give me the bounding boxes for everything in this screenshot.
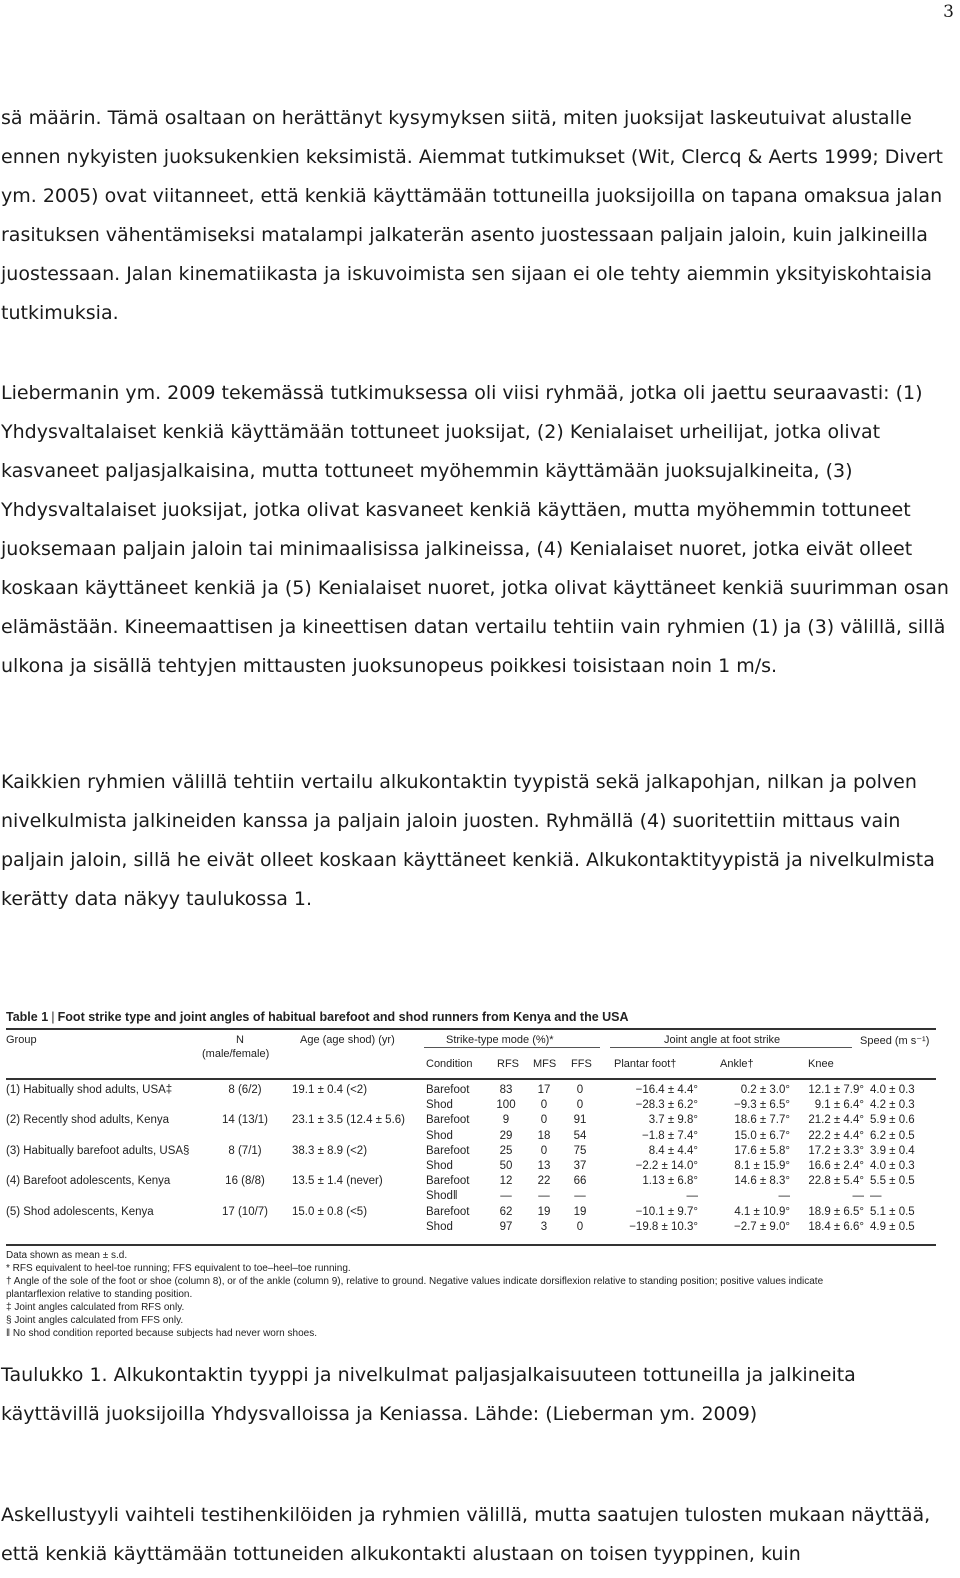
row-speed: 3.9 ± 0.4 <box>870 1144 915 1157</box>
row-ffs: 54 <box>573 1129 587 1142</box>
table-note: * RFS equivalent to heel-toe running; FFS equivalent to toe–heel–toe running. <box>6 1263 351 1274</box>
row-plantar: −1.8 ± 7.4° <box>642 1129 698 1142</box>
row-ffs: 0 <box>576 1220 584 1233</box>
row-plantar: −28.3 ± 6.2° <box>635 1099 698 1112</box>
table-caption: Taulukko 1. Alkukontaktin tyyppi ja nivelkulmat paljasjalkaisuuteen tottuneilla ja jalkineita käyttävillä juoksijoilla Yhdysvalloissa ja Keniassa. Lähde: (Lieberman ym. 2009) <box>1 1364 856 1425</box>
row-ffs: 0 <box>576 1084 584 1096</box>
row-speed: 4.9 ± 0.5 <box>870 1220 915 1233</box>
group-name: (1) Habitually shod adults, USA‡ <box>6 1084 173 1096</box>
row-rfs: 100 <box>496 1099 516 1112</box>
table-body <box>6 1080 936 1246</box>
row-mfs: — <box>538 1190 550 1203</box>
table-note: plantarflexion relative to standing position. <box>6 1289 193 1300</box>
row-mfs: 13 <box>537 1160 551 1172</box>
row-condition: Barefoot <box>426 1144 470 1157</box>
row-condition: Shod <box>426 1160 453 1172</box>
row-plantar: 1.13 ± 6.8° <box>642 1175 698 1188</box>
row-knee: 22.2 ± 4.4° <box>808 1129 864 1142</box>
row-speed: 5.5 ± 0.5 <box>870 1175 915 1188</box>
row-plantar: −2.2 ± 14.0° <box>635 1160 698 1172</box>
group-age: 19.1 ± 0.4 (<2) <box>292 1084 368 1096</box>
row-knee: 16.6 ± 2.4° <box>808 1160 864 1172</box>
row-ankle: −9.3 ± 6.5° <box>734 1099 790 1112</box>
group-n: 14 (13/1) <box>221 1114 269 1127</box>
row-knee: 9.1 ± 6.4° <box>814 1099 864 1112</box>
strike-mode-rule <box>424 1047 600 1048</box>
row-ankle: 4.1 ± 10.9° <box>734 1205 790 1218</box>
row-condition: Shod <box>426 1129 453 1142</box>
row-ankle: — <box>778 1190 790 1203</box>
row-speed: 4.2 ± 0.3 <box>870 1099 915 1112</box>
body-paragraph-3: Kaikkien ryhmien välillä tehtiin vertailu alkukontaktin tyypistä sekä jalkapohjan, nilkan ja polven nivelkulmista jalkineiden kanssa ja paljain jaloin juosten. Ryhmällä (4) suoritettiin mittaus vain paljain jaloin, sillä he eivät olleet koskaan käyttäneet kenkiä. Alkukontaktityypistä ja nivelkulmista kerätty data näkyy taulukossa 1. <box>1 771 935 910</box>
row-rfs: 25 <box>499 1144 513 1157</box>
row-rfs: 83 <box>499 1084 513 1096</box>
body-paragraph-1: sä määrin. Tämä osaltaan on herättänyt kysymyksen siitä, miten juoksijat laskeutuivat alustalle ennen nykyisten juoksukenkien keksimistä. Aiemmat tutkimukset (Wit, Clercq & Aerts 1999; Divert ym. 2005) ovat viitanneet, että kenkiä käyttämään tottuneilla juoksijoilla on tapana omaksua jalan rasituksen vähentämiseksi matalampi jalkaterän asento juostessaan paljain jaloin, kuin jalkineilla juostessaan. Jalan kinematiikasta ja iskuvoimista sen sijaan ei ole tehty aiemmin yksityiskohtaisia tutkimuksia. <box>1 107 943 324</box>
header-ankle: Ankle† <box>720 1058 754 1070</box>
row-speed: 6.2 ± 0.5 <box>870 1129 915 1142</box>
table-title: Foot strike type and joint angles of habitual barefoot and shod runners from Kenya and the USA <box>57 1010 629 1024</box>
header-age: Age (age shod) (yr) <box>300 1034 395 1046</box>
row-ankle: 14.6 ± 8.3° <box>734 1175 790 1188</box>
row-mfs: 18 <box>537 1129 551 1142</box>
group-age: 13.5 ± 1.4 (never) <box>292 1175 383 1188</box>
row-condition: Shod <box>426 1220 453 1233</box>
group-name: (3) Habitually barefoot adults, USA§ <box>6 1144 190 1157</box>
row-ffs: — <box>574 1190 586 1203</box>
header-ffs: FFS <box>571 1058 592 1070</box>
row-speed: 4.0 ± 0.3 <box>870 1084 915 1096</box>
row-mfs: 19 <box>537 1205 551 1218</box>
group-name: (4) Barefoot adolescents, Kenya <box>6 1175 171 1188</box>
row-mfs: 17 <box>537 1084 551 1096</box>
group-n: 17 (10/7) <box>221 1205 269 1218</box>
table-note: Data shown as mean ± s.d. <box>6 1250 128 1261</box>
row-speed: 5.1 ± 0.5 <box>870 1205 915 1218</box>
row-knee: 18.9 ± 6.5° <box>808 1205 864 1218</box>
table-header <box>6 1030 936 1080</box>
row-ankle: 8.1 ± 15.9° <box>734 1160 790 1172</box>
row-plantar: — <box>686 1190 698 1203</box>
row-knee: 21.2 ± 4.4° <box>808 1114 864 1127</box>
row-ankle: 18.6 ± 7.7° <box>734 1114 790 1127</box>
row-rfs: 12 <box>499 1175 513 1188</box>
row-condition: Shod‖ <box>426 1190 458 1203</box>
row-ankle: 0.2 ± 3.0° <box>740 1084 790 1096</box>
row-rfs: 9 <box>502 1114 510 1127</box>
group-name: (2) Recently shod adults, Kenya <box>6 1114 170 1127</box>
table-note: § Joint angles calculated from FFS only. <box>6 1315 184 1326</box>
row-knee: — <box>852 1190 864 1203</box>
row-rfs: 97 <box>499 1220 513 1233</box>
header-condition: Condition <box>426 1058 473 1070</box>
row-knee: 18.4 ± 6.6° <box>808 1220 864 1233</box>
table-note: † Angle of the sole of the foot or shoe (column 8), or of the ankle (column 9), relative to ground. Negative values indicate dorsiflexion relative to standing position; positive values indicate <box>6 1276 824 1287</box>
row-mfs: 3 <box>540 1220 548 1233</box>
header-mfs: MFS <box>533 1058 557 1070</box>
row-mfs: 0 <box>540 1144 548 1157</box>
header-rfs: RFS <box>497 1058 519 1070</box>
group-age: 23.1 ± 3.5 (12.4 ± 5.6) <box>292 1114 405 1127</box>
row-plantar: −19.8 ± 10.3° <box>629 1220 698 1233</box>
row-ffs: 75 <box>573 1144 587 1157</box>
group-name: (5) Shod adolescents, Kenya <box>6 1205 154 1218</box>
group-age: 38.3 ± 8.9 (<2) <box>292 1144 368 1157</box>
header-knee: Knee <box>808 1058 834 1070</box>
header-speed: Speed (m s⁻¹) <box>860 1035 930 1047</box>
row-ankle: 15.0 ± 6.7° <box>734 1129 790 1142</box>
header-plantar: Plantar foot† <box>614 1058 677 1070</box>
row-speed: 5.9 ± 0.6 <box>870 1114 915 1127</box>
row-condition: Barefoot <box>426 1114 470 1127</box>
row-ffs: 0 <box>576 1099 584 1112</box>
row-ffs: 66 <box>573 1175 587 1188</box>
page-number: 3 <box>943 2 954 22</box>
header-group: Group <box>6 1034 37 1046</box>
row-ffs: 19 <box>573 1205 587 1218</box>
group-n: 8 (7/1) <box>228 1144 262 1157</box>
row-ffs: 91 <box>573 1114 587 1127</box>
table-notes <box>6 1249 936 1340</box>
group-n: 16 (8/8) <box>225 1175 265 1188</box>
group-n: 8 (6/2) <box>228 1084 262 1096</box>
row-ankle: −2.7 ± 9.0° <box>734 1220 790 1233</box>
row-plantar: 3.7 ± 9.8° <box>648 1114 698 1127</box>
row-mfs: 22 <box>537 1175 551 1188</box>
row-mfs: 0 <box>540 1099 548 1112</box>
header-n: N <box>236 1034 244 1046</box>
row-mfs: 0 <box>540 1114 548 1127</box>
table-note: ‡ Joint angles calculated from RFS only. <box>6 1302 185 1313</box>
table-note: ‖ No shod condition reported because subjects had never worn shoes. <box>6 1328 317 1339</box>
row-ankle: 17.6 ± 5.8° <box>734 1144 790 1157</box>
row-speed: 4.0 ± 0.3 <box>870 1160 915 1172</box>
row-plantar: −16.4 ± 4.4° <box>635 1084 698 1096</box>
row-rfs: 62 <box>499 1205 513 1218</box>
row-knee: 17.2 ± 3.3° <box>808 1144 864 1157</box>
row-knee: 22.8 ± 5.4° <box>808 1175 864 1188</box>
joint-angle-rule <box>610 1047 852 1048</box>
table-title-row: Table 1 | Foot strike type and joint angles of habitual barefoot and shod runners from Kenya and the USA <box>6 1006 936 1030</box>
group-age: 15.0 ± 0.8 (<5) <box>292 1205 368 1218</box>
row-plantar: −10.1 ± 9.7° <box>635 1205 698 1218</box>
row-rfs: 50 <box>499 1160 513 1172</box>
row-condition: Barefoot <box>426 1084 470 1096</box>
header-n-sub: (male/female) <box>202 1048 270 1060</box>
row-knee: 12.1 ± 7.9° <box>808 1084 864 1096</box>
row-speed: — <box>870 1190 882 1203</box>
row-rfs: 29 <box>499 1129 513 1142</box>
row-condition: Shod <box>426 1099 453 1112</box>
header-joint-angle: Joint angle at foot strike <box>664 1034 781 1046</box>
row-rfs: — <box>500 1190 512 1203</box>
row-condition: Barefoot <box>426 1205 470 1218</box>
results-table <box>6 1006 936 1340</box>
body-paragraph-2: Liebermanin ym. 2009 tekemässä tutkimuksessa oli viisi ryhmää, jotka oli jaettu seuraavasti: (1) Yhdysvaltalaiset kenkiä käyttämään tottuneet juoksijat, (2) Kenialaiset urheilijat, jotka olivat kasvaneet paljasjalkaisina, mutta tottuneet myöhemmin käyttämään juoksujalkineita, (3) Yhdysvaltalaiset juoksijat, jotka olivat kasvaneet kenkiä käyttäen, mutta myöhemmin tottuneet juoksemaan paljain jaloin tai minimaalisissa jalkineissa, (4) Kenialaiset nuoret, jotka eivät olleet koskaan käyttäneet kenkiä ja (5) Kenialaiset nuoret, jotka olivat käyttäneet kenkiä suurimman osan elämästään. Kineemaattisen ja kineettisen datan vertailu tehtiin vain ryhmien (1) ja (3) välillä, sillä ulkona ja sisällä tehtyjen mittausten juoksunopeus poikkesi toisistaan noin 1 m/s. <box>1 382 949 677</box>
table-label: Table 1 <box>6 1010 49 1024</box>
body-paragraph-4: Askellustyyli vaihteli testihenkilöiden ja ryhmien välillä, mutta saatujen tulosten mukaan näyttää, että kenkiä käyttämään tottuneiden alkukontakti alustaan on toisen tyyppinen, kuin <box>1 1504 931 1565</box>
row-plantar: 8.4 ± 4.4° <box>648 1144 698 1157</box>
row-condition: Barefoot <box>426 1175 470 1188</box>
row-ffs: 37 <box>573 1160 587 1172</box>
header-strike-mode: Strike-type mode (%)* <box>446 1034 554 1046</box>
